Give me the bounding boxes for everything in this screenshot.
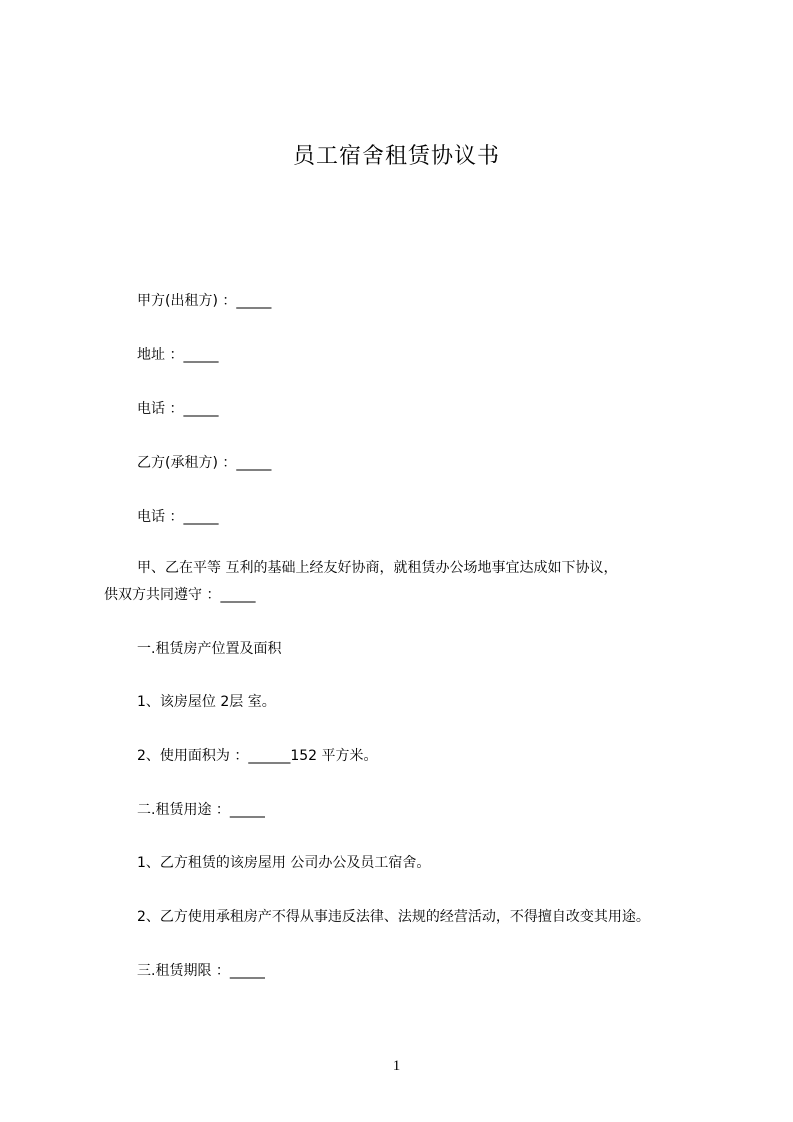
party-b-phone-line: 电话 ：_____ — [137, 509, 219, 525]
party-a-address-line: 地址 ：_____ — [137, 347, 219, 363]
clause-2-1: 1、乙方租赁的该房屋用 公司办公及员工宿舍。 — [137, 855, 431, 871]
clause-1-2: 2、使用面积为 ：______152 平方米。 — [137, 748, 378, 764]
section-two-heading: 二.租赁用途 ：_____ — [137, 802, 265, 818]
party-a-phone-line: 电话 ：_____ — [137, 401, 219, 417]
document-title: 员工宿舍租赁协议书 — [292, 144, 500, 169]
preamble-line-2: 供双方共同遵守 ：_____ — [104, 587, 256, 603]
preamble-line-1: 甲、乙在平等 互利的基础上经友好协商，就租赁办公场地事宜达成如下协议， — [137, 560, 618, 576]
clause-1-1: 1、该房屋位 2层 室。 — [137, 694, 276, 710]
page-number: 1 — [392, 1058, 401, 1074]
section-three-heading: 三.租赁期限 ：_____ — [137, 963, 265, 979]
clause-2-2: 2、乙方使用承租房产不得从事违反法律、法规的经营活动，不得擅自改变其用途。 — [137, 909, 650, 925]
section-one-heading: 一.租赁房产位置及面积 — [137, 641, 282, 657]
party-b-line: 乙方(承租方) ：_____ — [137, 455, 272, 471]
party-a-line: 甲方(出租方) ：_____ — [137, 293, 272, 309]
